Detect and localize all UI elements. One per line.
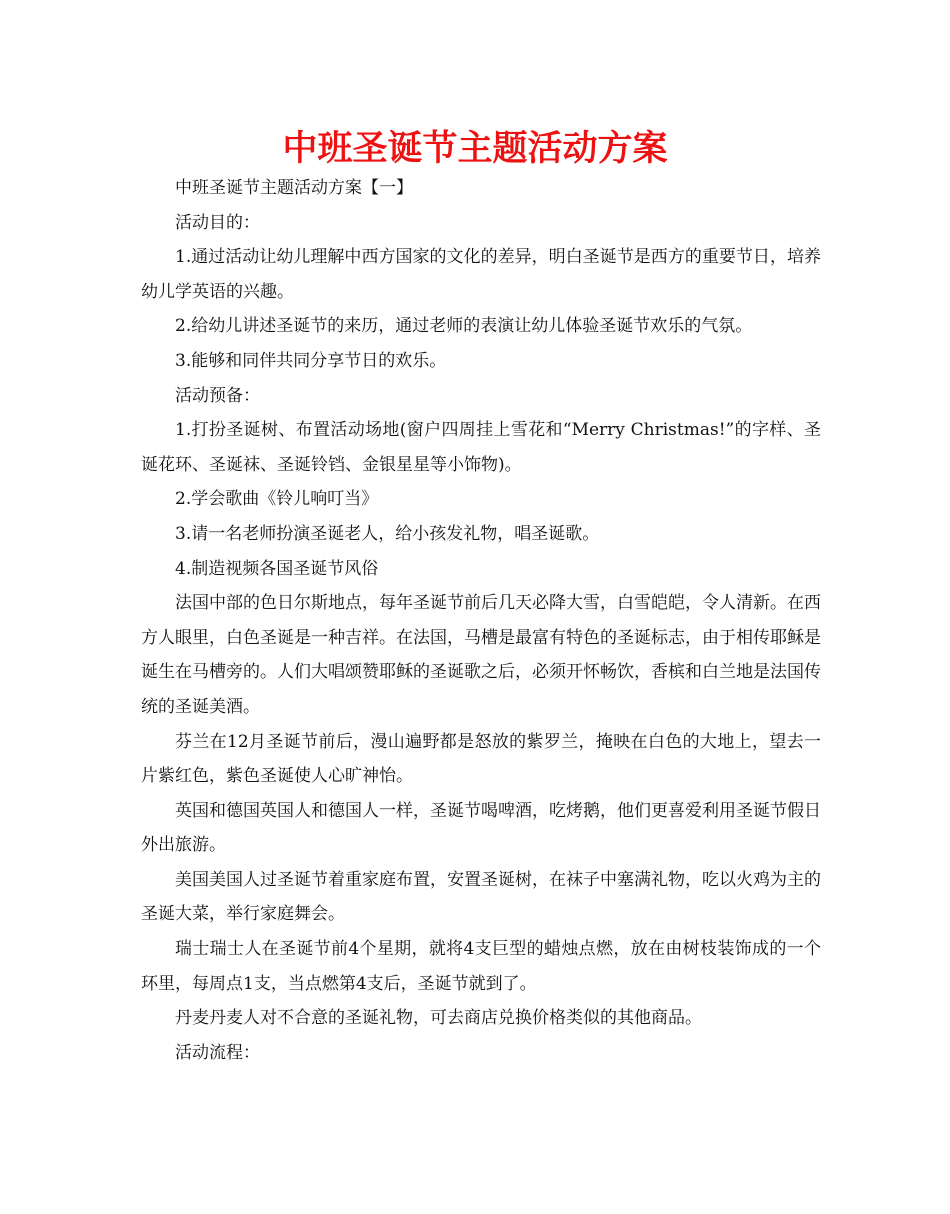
paragraph-goal-2: 2.给幼儿讲述圣诞节的来历，通过老师的表演让幼儿体验圣诞节欢乐的气氛。: [175, 316, 753, 337]
paragraph-prep-1: 1.打扮圣诞树、布置活动场地(窗户四周挂上雪花和“Merry Christmas!”的字样、圣诞花环、圣诞袜、圣诞铃铛、金银星星等小饰物)。: [141, 420, 821, 475]
paragraph-denmark: 丹麦丹麦人对不合意的圣诞礼物，可去商店兑换价格类似的其他商品。: [175, 1008, 702, 1029]
paragraph-uk-germany: 英国和德国英国人和德国人一样，圣诞节喝啤酒，吃烤鹅，他们更喜爱利用圣诞节假日外出旅游。: [141, 800, 821, 856]
paragraph-prep-2: 2.学会歌曲《铃儿响叮当》: [175, 489, 379, 510]
paragraph-goal-1: 1.通过活动让幼儿理解中西方国家的文化的差异，明白圣诞节是西方的重要节日，培养幼儿学英语的兴趣。: [141, 247, 821, 302]
paragraph-goal-heading: 活动目的：: [175, 212, 260, 233]
paragraph-plan-heading: 中班圣诞节主题活动方案【一】: [175, 178, 413, 198]
paragraph-france: 法国中部的色日尔斯地点，每年圣诞节前后几天必降大雪，白雪皑皑，令人清新。在西方人眼里，白色圣诞是一种吉祥。在法国，马槽是最富有特色的圣诞标志，由于相传耶稣是诞生在马槽旁的。人们大唱颂赞耶稣的圣诞歌之后，必须开怀畅饮，香槟和白兰地是法国传统的圣诞美酒。: [141, 593, 821, 717]
paragraph-finland: 芬兰在12月圣诞节前后，漫山遍野都是怒放的紫罗兰，掩映在白色的大地上，望去一片紫红色，紫色圣诞使人心旷神怡。: [141, 731, 821, 787]
document-title: 中班圣诞节主题活动方案: [282, 129, 668, 169]
paragraph-prep-heading: 活动预备：: [175, 385, 260, 406]
paragraph-goal-3: 3.能够和同伴共同分享节日的欢乐。: [175, 350, 447, 371]
paragraph-process-heading: 活动流程：: [175, 1042, 260, 1063]
paragraph-usa: 美国美国人过圣诞节着重家庭布置，安置圣诞树，在袜子中塞满礼物，吃以火鸡为主的圣诞大菜，举行家庭舞会。: [141, 869, 821, 925]
paragraph-switzerland: 瑞士瑞士人在圣诞节前4个星期，就将4支巨型的蜡烛点燃，放在由树枝装饰成的一个环里，每周点1支，当点燃第4支后，圣诞节就到了。: [141, 939, 821, 994]
paragraph-prep-3: 3.请一名老师扮演圣诞老人，给小孩发礼物，唱圣诞歌。: [175, 523, 600, 544]
paragraph-prep-4: 4.制造视频各国圣诞节风俗: [175, 558, 379, 579]
document-body: [141, 171, 821, 1070]
